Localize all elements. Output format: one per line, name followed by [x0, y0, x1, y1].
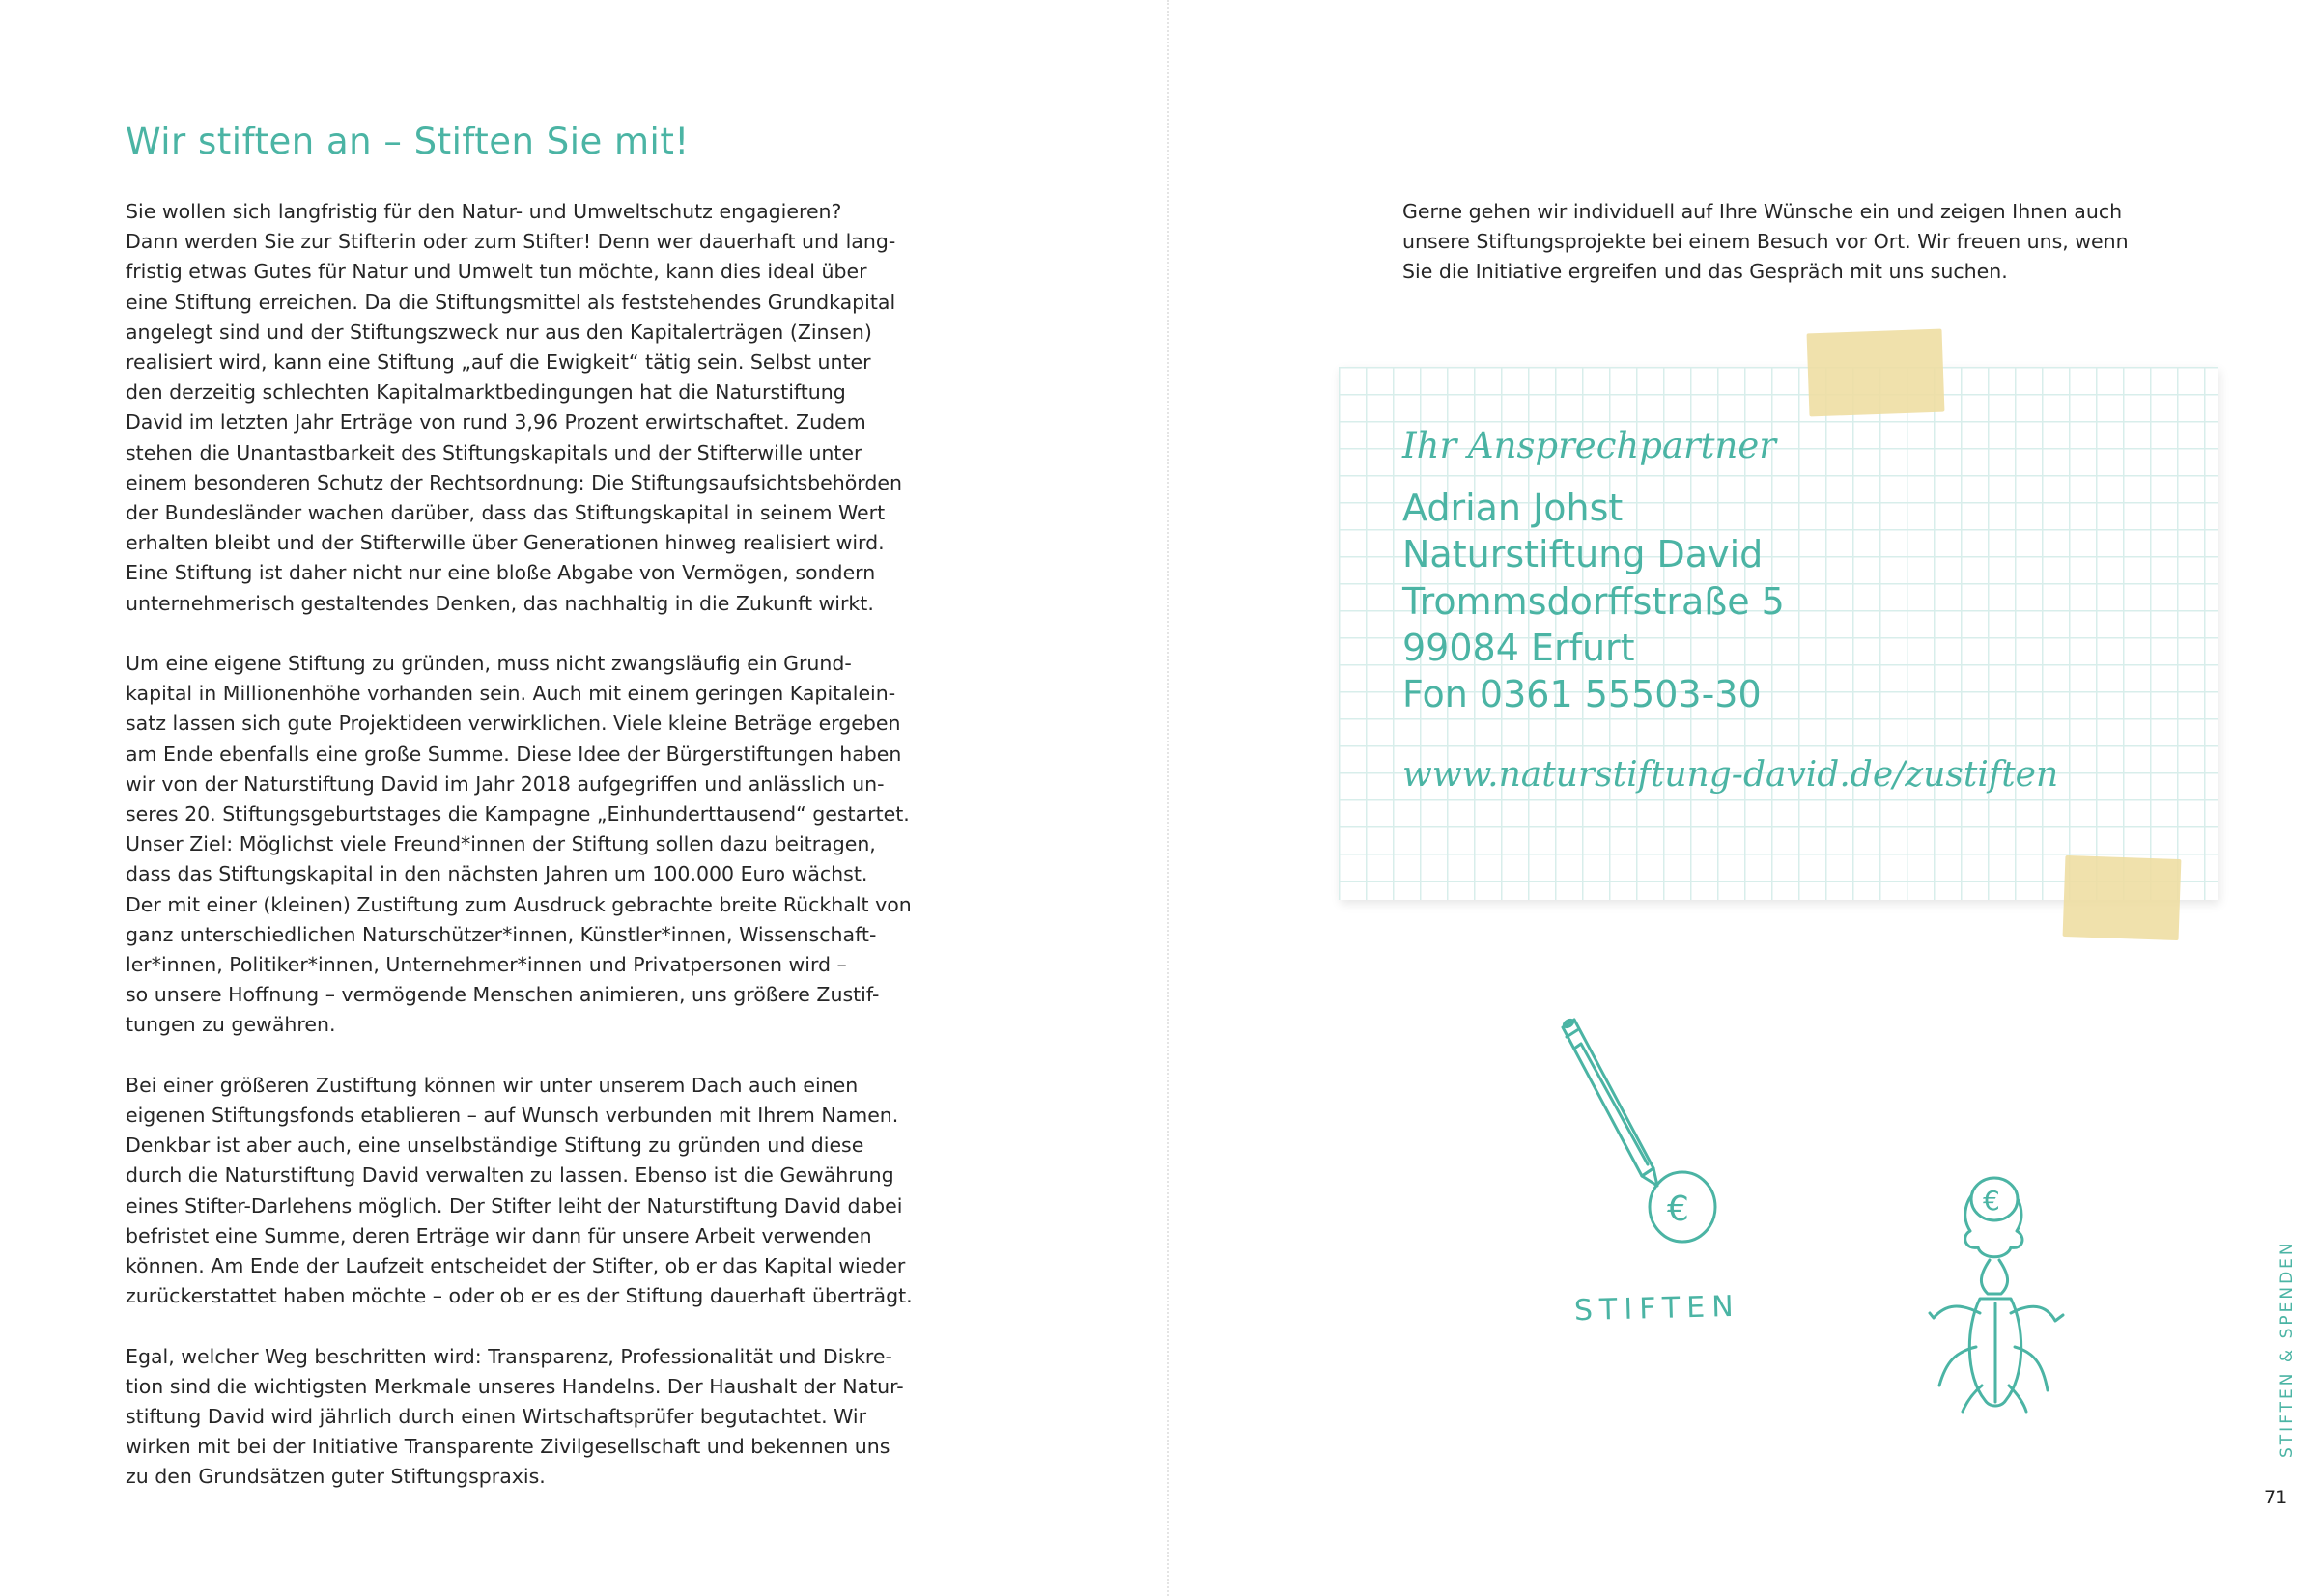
beetle-icon [1912, 1159, 2077, 1419]
text-line: wirken mit bei der Initiative Transparente Zivilgesellschaft und bekennen uns [126, 1435, 890, 1459]
text-line: dass das Stiftungskapital in den nächsten Jahren um 100.000 Euro wächst. [126, 862, 868, 886]
text-line: Bei einer größeren Zustiftung können wir unter unserem Dach auch einen [126, 1073, 859, 1097]
text-line: eines Stifter-Darlehens möglich. Der Stifter leiht der Naturstiftung David dabei [126, 1193, 903, 1218]
text-line: Egal, welcher Weg beschritten wird: Transparenz, Professionalität und Diskre- [126, 1344, 892, 1368]
intro-line: unsere Stiftungsprojekte bei einem Besuch vor Ort. Wir freuen uns, wenn [1402, 230, 2129, 254]
text-line: ler*innen, Politiker*innen, Unternehmer*innen und Privatpersonen wird – [126, 953, 847, 977]
contact-phone: Fon 0361 55503-30 [1402, 673, 1762, 716]
intro-text [1402, 197, 2194, 288]
text-line: Um eine eigene Stiftung zu gründen, muss nicht zwangsläufig ein Grund- [126, 652, 852, 676]
text-line: Dann werden Sie zur Stifterin oder zum Stifter! Denn wer dauerhaft und lang- [126, 230, 896, 254]
intro-line: Gerne gehen wir individuell auf Ihre Wünsche ein und zeigen Ihnen auch [1402, 200, 2123, 223]
euro-coin-icon [1650, 1172, 1715, 1242]
body-paragraph [126, 1342, 956, 1493]
pencil-icon [1545, 1014, 1729, 1255]
text-line: stehen die Unantastbarkeit des Stiftungskapitals und der Stifterwille unter [126, 440, 862, 464]
text-line: zurückerstattet haben möchte – oder ob er es der Stiftung dauerhaft überträgt. [126, 1284, 913, 1308]
text-line: so unsere Hoffnung – vermögende Menschen animieren, uns größere Zustif- [126, 983, 880, 1007]
text-line: Unser Ziel: Möglichst viele Freund*innen der Stiftung sollen dazu beitragen, [126, 832, 876, 856]
text-line: der Bundesländer wachen darüber, dass das Stiftungskapital in seinem Wert [126, 501, 886, 525]
contact-name: Adrian Johst [1402, 487, 1624, 529]
text-line: seres 20. Stiftungsgeburtstages die Kampagne „Einhunderttausend“ gestartet. [126, 802, 910, 826]
contact-organization: Naturstiftung David [1402, 533, 1764, 576]
text-line: den derzeitig schlechten Kapitalmarktbedingungen hat die Naturstiftung [126, 380, 846, 405]
text-line: tion sind die wichtigsten Merkmale unseres Handelns. Der Haushalt der Natur- [126, 1374, 904, 1398]
illustration-label: STIFTEN [1573, 1289, 1741, 1329]
text-line: angelegt sind und der Stiftungszweck nur aus den Kapitalerträgen (Zinsen) [126, 320, 872, 344]
text-line: befristet eine Summe, deren Erträge wir dann für unsere Arbeit verwenden [126, 1223, 872, 1247]
tape-strip-bottom [2063, 855, 2182, 940]
text-line: Der mit einer (kleinen) Zustiftung zum Ausdruck gebrachte breite Rückhalt von [126, 892, 912, 916]
text-line: kapital in Millionenhöhe vorhanden sein. Auch mit einem geringen Kapitalein- [126, 682, 896, 706]
contact-title: Ihr Ansprechpartner [1402, 425, 1776, 466]
svg-text:€: € [1983, 1185, 2000, 1217]
text-line: satz lassen sich gute Projektideen verwirklichen. Viele kleine Beträge ergeben [126, 712, 901, 736]
page-heading: Wir stiften an – Stiften Sie mit! [126, 121, 690, 162]
contact-city: 99084 Erfurt [1402, 626, 1635, 669]
svg-text:€: € [1667, 1190, 1689, 1229]
text-line: realisiert wird, kann eine Stiftung „auf die Ewigkeit“ tätig sein. Selbst unter [126, 350, 871, 375]
contact-url-link[interactable]: www.naturstiftung-david.de/zustiften [1402, 755, 2059, 795]
text-line: David im letzten Jahr Erträge von rund 3,96 Prozent erwirtschaftet. Zudem [126, 410, 866, 434]
text-line: Eine Stiftung ist daher nicht nur eine bloße Abgabe von Vermögen, sondern [126, 561, 876, 585]
text-line: eine Stiftung erreichen. Da die Stiftungsmittel als feststehendes Grundkapital [126, 290, 896, 314]
text-line: einem besonderen Schutz der Rechtsordnung: Die Stiftungsaufsichtsbehörden [126, 470, 902, 494]
body-text [126, 197, 956, 1523]
text-line: stiftung David wird jährlich durch einen Wirtschaftsprüfer begutachtet. Wir [126, 1405, 867, 1429]
intro-line: Sie die Initiative ergreifen und das Gespräch mit uns suchen. [1402, 260, 2008, 284]
page-number: 71 [2264, 1487, 2288, 1508]
body-paragraph [126, 649, 956, 1041]
text-line: tungen zu gewähren. [126, 1013, 336, 1037]
body-paragraph [126, 1071, 956, 1312]
contact-street: Trommsdorffstraße 5 [1402, 579, 1785, 623]
text-line: am Ende ebenfalls eine große Summe. Diese Idee der Bürgerstiftungen haben [126, 742, 902, 766]
tape-strip-top [1807, 329, 1945, 417]
text-line: fristig etwas Gutes für Natur und Umwelt tun möchte, kann dies ideal über [126, 260, 867, 284]
contact-details [1402, 485, 1785, 717]
page-gutter [1167, 0, 1169, 1596]
text-line: unternehmerisch gestaltendes Denken, das nachhaltig in die Zukunft wirkt. [126, 591, 874, 615]
text-line: erhalten bleibt und der Stifterwille über Generationen hinweg realisiert wird. [126, 531, 885, 555]
section-side-tab: STIFTEN & SPENDEN [2277, 1240, 2297, 1458]
text-line: Sie wollen sich langfristig für den Natur- und Umweltschutz engagieren? [126, 200, 842, 223]
text-line: wir von der Naturstiftung David im Jahr 2018 aufgegriffen und anlässlich un- [126, 771, 885, 796]
text-line: durch die Naturstiftung David verwalten zu lassen. Ebenso ist die Gewährung [126, 1163, 894, 1188]
text-line: Denkbar ist aber auch, eine unselbständige Stiftung zu gründen und diese [126, 1134, 864, 1158]
body-paragraph [126, 197, 956, 619]
text-line: zu den Grundsätzen guter Stiftungspraxis. [126, 1465, 546, 1489]
text-line: eigenen Stiftungsfonds etablieren – auf Wunsch verbunden mit Ihrem Namen. [126, 1104, 899, 1128]
text-line: können. Am Ende der Laufzeit entscheidet der Stifter, ob er das Kapital wieder [126, 1254, 906, 1278]
text-line: ganz unterschiedlichen Naturschützer*innen, Künstler*innen, Wissenschaft- [126, 922, 877, 946]
euro-coin-icon [1971, 1178, 2018, 1220]
